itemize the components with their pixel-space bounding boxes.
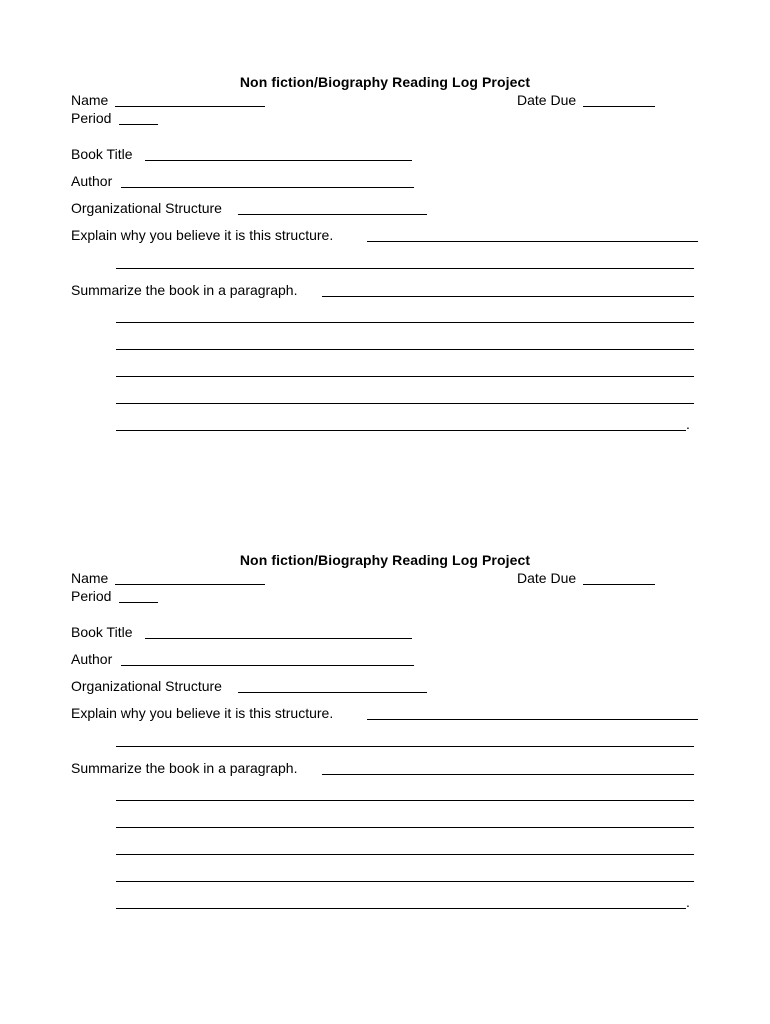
book-title-label: Book Title (71, 146, 133, 162)
explain-label: Explain why you believe it is this structure. (71, 227, 334, 243)
book-title-blank[interactable] (145, 638, 412, 639)
author-label: Author (71, 651, 113, 667)
summary-blank[interactable] (322, 774, 694, 775)
summary-line-6[interactable] (116, 430, 686, 431)
org-structure-blank[interactable] (238, 692, 427, 693)
form-title: Non fiction/Biography Reading Log Project (239, 74, 531, 90)
period-blank[interactable] (119, 124, 158, 125)
book-title-blank[interactable] (145, 160, 412, 161)
org-structure-blank[interactable] (238, 214, 427, 215)
summary-line-6[interactable] (116, 908, 686, 909)
author-blank[interactable] (121, 187, 414, 188)
name-blank[interactable] (115, 584, 265, 585)
name-label: Name (71, 92, 109, 108)
date-due-label: Date Due (517, 570, 577, 586)
period-label: Period (71, 588, 112, 604)
explain-blank-line-2[interactable] (116, 268, 694, 269)
summary-line-2[interactable] (116, 322, 694, 323)
reading-log-form-2 (0, 478, 770, 910)
explain-label: Explain why you believe it is this structure. (71, 705, 334, 721)
explain-blank[interactable] (367, 719, 698, 720)
summary-line-3[interactable] (116, 349, 694, 350)
summary-line-5[interactable] (116, 881, 694, 882)
date-due-blank[interactable] (583, 106, 655, 107)
summary-blank[interactable] (322, 296, 694, 297)
name-label: Name (71, 570, 109, 586)
date-due-label: Date Due (517, 92, 577, 108)
summary-line-5[interactable] (116, 403, 694, 404)
summary-line-2[interactable] (116, 800, 694, 801)
form-title: Non fiction/Biography Reading Log Project (239, 552, 531, 568)
name-blank[interactable] (115, 106, 265, 107)
trailing-mark: . (686, 416, 690, 432)
explain-blank[interactable] (367, 241, 698, 242)
period-label: Period (71, 110, 112, 126)
reading-log-form-1 (0, 0, 770, 432)
summarize-label: Summarize the book in a paragraph. (71, 282, 298, 298)
explain-blank-line-2[interactable] (116, 746, 694, 747)
summary-line-4[interactable] (116, 854, 694, 855)
author-label: Author (71, 173, 113, 189)
book-title-label: Book Title (71, 624, 133, 640)
org-structure-label: Organizational Structure (71, 200, 222, 216)
summarize-label: Summarize the book in a paragraph. (71, 760, 298, 776)
org-structure-label: Organizational Structure (71, 678, 222, 694)
date-due-blank[interactable] (583, 584, 655, 585)
author-blank[interactable] (121, 665, 414, 666)
period-blank[interactable] (119, 602, 158, 603)
trailing-mark: . (686, 894, 690, 910)
summary-line-3[interactable] (116, 827, 694, 828)
summary-line-4[interactable] (116, 376, 694, 377)
